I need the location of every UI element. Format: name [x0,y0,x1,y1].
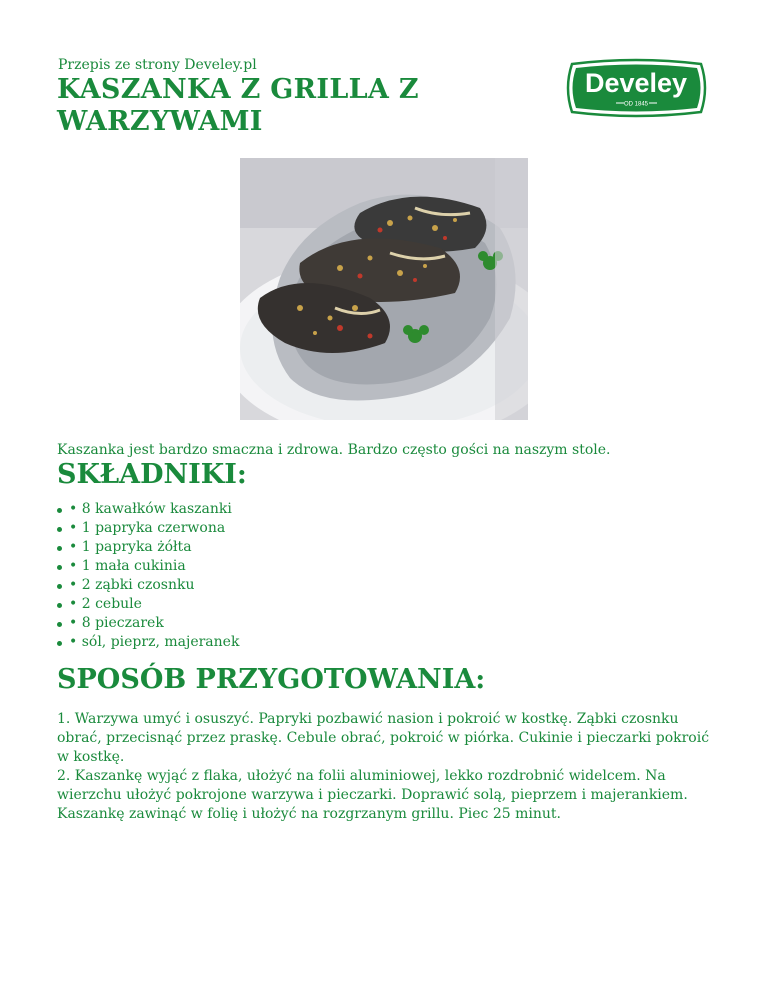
recipe-intro: Kaszanka jest bardzo smaczna i zdrowa. Bardzo często gości na naszym stole. [57,442,611,458]
ingredients-heading: SKŁADNIKI: [57,459,247,490]
preparation-steps [57,710,717,824]
bullet-icon [57,565,62,570]
list-item [57,519,239,538]
svg-text:OD 1845: OD 1845 [623,101,649,108]
step-paragraph: 1. Warzywa umyć i osuszyć. Papryki pozbawić nasion i pokroić w kostkę. Ząbki czosnku obrać, przecisnąć przez praskę. Cebule obrać, pokroić w piórka. Cukinie i pieczarki pokroić w kostkę. [57,711,710,765]
bullet-icon [57,527,62,532]
list-item [57,538,239,557]
list-item [57,557,239,576]
source-label: Przepis ze strony Develey.pl [58,57,257,73]
food-photo [240,158,528,420]
list-item [57,500,239,519]
list-item [57,576,239,595]
list-item [57,614,239,633]
ingredient-text: • 1 papryka żółta [69,539,192,555]
list-item [57,633,239,652]
ingredient-text: • 2 ząbki czosnku [69,577,195,593]
preparation-heading: SPOSÓB PRZYGOTOWANIA: [57,664,486,695]
bullet-icon [57,546,62,551]
svg-text:Develey: Develey [584,68,688,98]
ingredient-text: • 8 kawałków kaszanki [69,501,232,517]
ingredient-text: • 1 papryka czerwona [69,520,226,536]
ingredient-text: • 1 mała cukinia [69,558,186,574]
bullet-icon [57,641,62,646]
bullet-icon [57,622,62,627]
develey-logo [564,58,709,118]
bullet-icon [57,584,62,589]
recipe-title: KASZANKA Z GRILLA Z WARZYWAMI [57,74,419,137]
bullet-icon [57,603,62,608]
ingredient-text: • 8 pieczarek [69,615,164,631]
bullet-icon [57,508,62,513]
ingredient-text: • sól, pieprz, majeranek [69,634,240,650]
step-paragraph: 2. Kaszankę wyjąć z flaka, ułożyć na folii aluminiowej, lekko rozdrobnić widelcem. Na wierzchu ułożyć pokrojone warzywa i pieczarki. Doprawić solą, pieprzem i majerankiem. Kaszankę zawinąć w folię i ułożyć na rozgrzanym grillu. Piec 25 minut. [57,768,688,822]
list-item [57,595,239,614]
ingredients-list [57,500,239,652]
ingredient-text: • 2 cebule [69,596,142,612]
